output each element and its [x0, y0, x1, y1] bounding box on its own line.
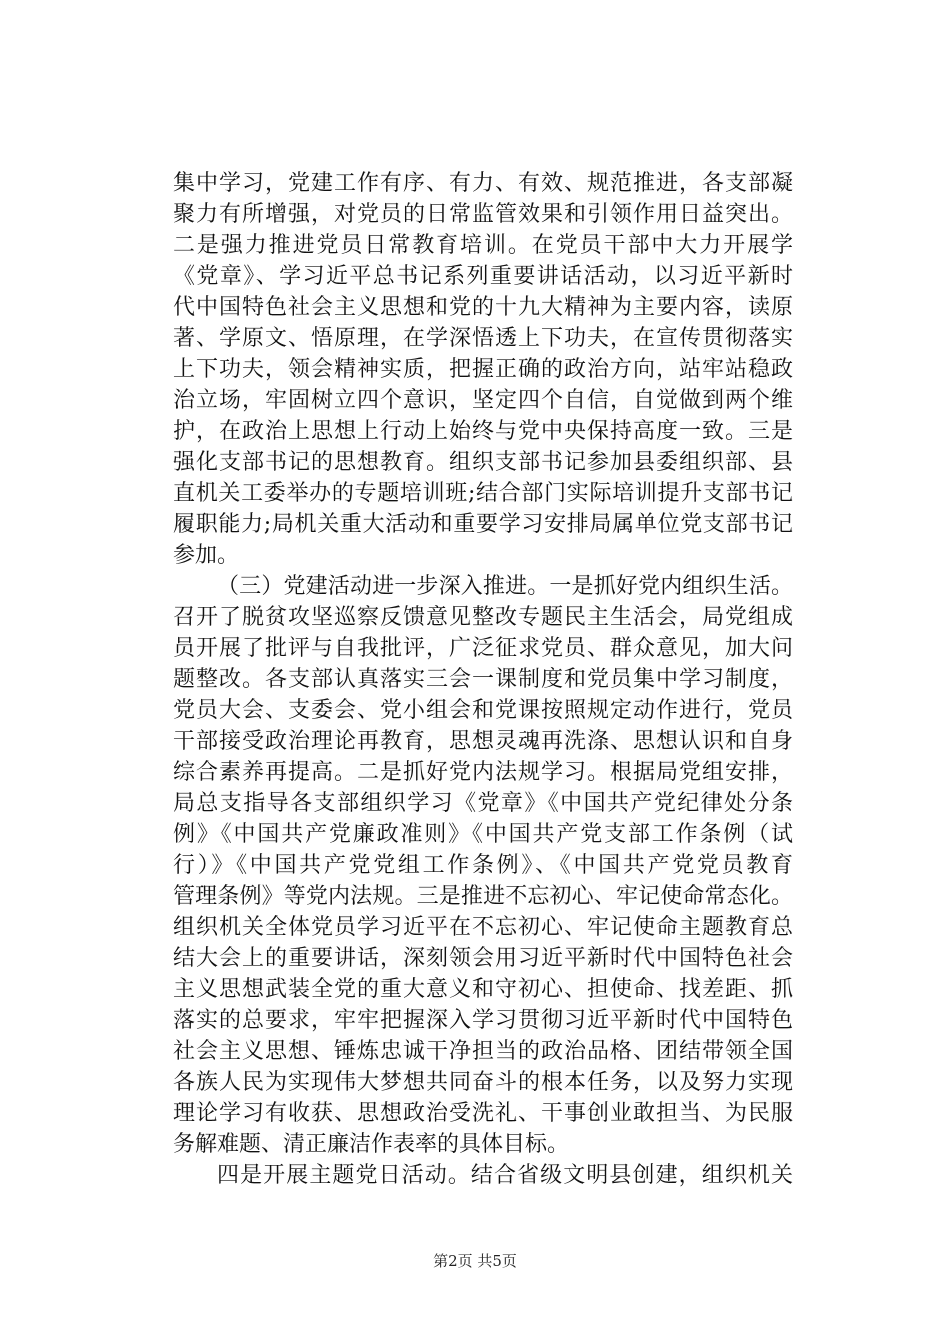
text-line: 员开展了批评与自我批评，广泛征求党员、群众意见，加大问: [173, 636, 793, 661]
text-line: 四是开展主题党日活动。结合省级文明县创建，组织机关: [217, 1163, 793, 1188]
text-line: 结大会上的重要讲话，深刻领会用习近平新时代中国特色社会: [173, 946, 793, 971]
text-line: 上下功夫，领会精神实质，把握正确的政治方向，站牢站稳政: [173, 357, 793, 382]
text-line: 主义思想武装全党的重大意义和守初心、担使命、找差距、抓: [173, 977, 793, 1002]
text-line: 履职能力;局机关重大活动和重要学习安排局属单位党支部书记: [173, 512, 793, 537]
text-line: 行）》《中国共产党党组工作条例》、《中国共产党党员教育: [173, 853, 793, 878]
text-line: 护，在政治上思想上行动上始终与党中央保持高度一致。三是: [173, 419, 793, 444]
text-line: 局总支指导各支部组织学习《党章》《中国共产党纪律处分条: [173, 791, 793, 816]
text-line: 直机关工委举办的专题培训班;结合部门实际培训提升支部书记: [173, 481, 793, 506]
text-line: 聚力有所增强，对党员的日常监管效果和引领作用日益突出。: [173, 202, 793, 227]
text-line: 理论学习有收获、思想政治受洗礼、干事创业敢担当、为民服: [173, 1101, 793, 1126]
page-footer: 第2页 共5页: [433, 1252, 517, 1270]
text-line: 组织机关全体党员学习近平在不忘初心、牢记使命主题教育总: [173, 915, 793, 940]
text-line: （三）党建活动进一步深入推进。一是抓好党内组织生活。: [217, 574, 793, 599]
text-line: 各族人民为实现伟大梦想共同奋斗的根本任务，以及努力实现: [173, 1070, 793, 1095]
text-line: 党员大会、支委会、党小组会和党课按照规定动作进行，党员: [173, 698, 793, 723]
text-line: 代中国特色社会主义思想和党的十九大精神为主要内容，读原: [173, 295, 793, 320]
text-line: 干部接受政治理论再教育，思想灵魂再洗涤、思想认识和自身: [173, 729, 793, 754]
text-line: 题整改。各支部认真落实三会一课制度和党员集中学习制度，: [173, 667, 793, 692]
text-line: 二是强力推进党员日常教育培训。在党员干部中大力开展学: [173, 233, 793, 258]
document-body: [173, 168, 793, 1191]
text-line: 例》《中国共产党廉政准则》《中国共产党支部工作条例（试: [173, 822, 793, 847]
text-line: 社会主义思想、锤炼忠诚干净担当的政治品格、团结带领全国: [173, 1039, 793, 1064]
text-line: 《党章》、学习近平总书记系列重要讲话活动，以习近平新时: [173, 264, 793, 289]
text-line: 集中学习，党建工作有序、有力、有效、规范推进，各支部凝: [173, 171, 793, 196]
text-line: 治立场，牢固树立四个意识，坚定四个自信，自觉做到两个维: [173, 388, 793, 413]
text-line: 著、学原文、悟原理，在学深悟透上下功夫，在宣传贯彻落实: [173, 326, 793, 351]
text-line: 务解难题、清正廉洁作表率的具体目标。: [173, 1132, 570, 1157]
text-line: 参加。: [173, 543, 240, 568]
text-line: 召开了脱贫攻坚巡察反馈意见整改专题民主生活会，局党组成: [173, 605, 793, 630]
text-line: 管理条例》等党内法规。三是推进不忘初心、牢记使命常态化。: [173, 884, 793, 909]
text-line: 强化支部书记的思想教育。组织支部书记参加县委组织部、县: [173, 450, 793, 475]
text-line: 综合素养再提高。二是抓好党内法规学习。根据局党组安排，: [173, 760, 793, 785]
text-line: 落实的总要求，牢牢把握深入学习贯彻习近平新时代中国特色: [173, 1008, 793, 1033]
